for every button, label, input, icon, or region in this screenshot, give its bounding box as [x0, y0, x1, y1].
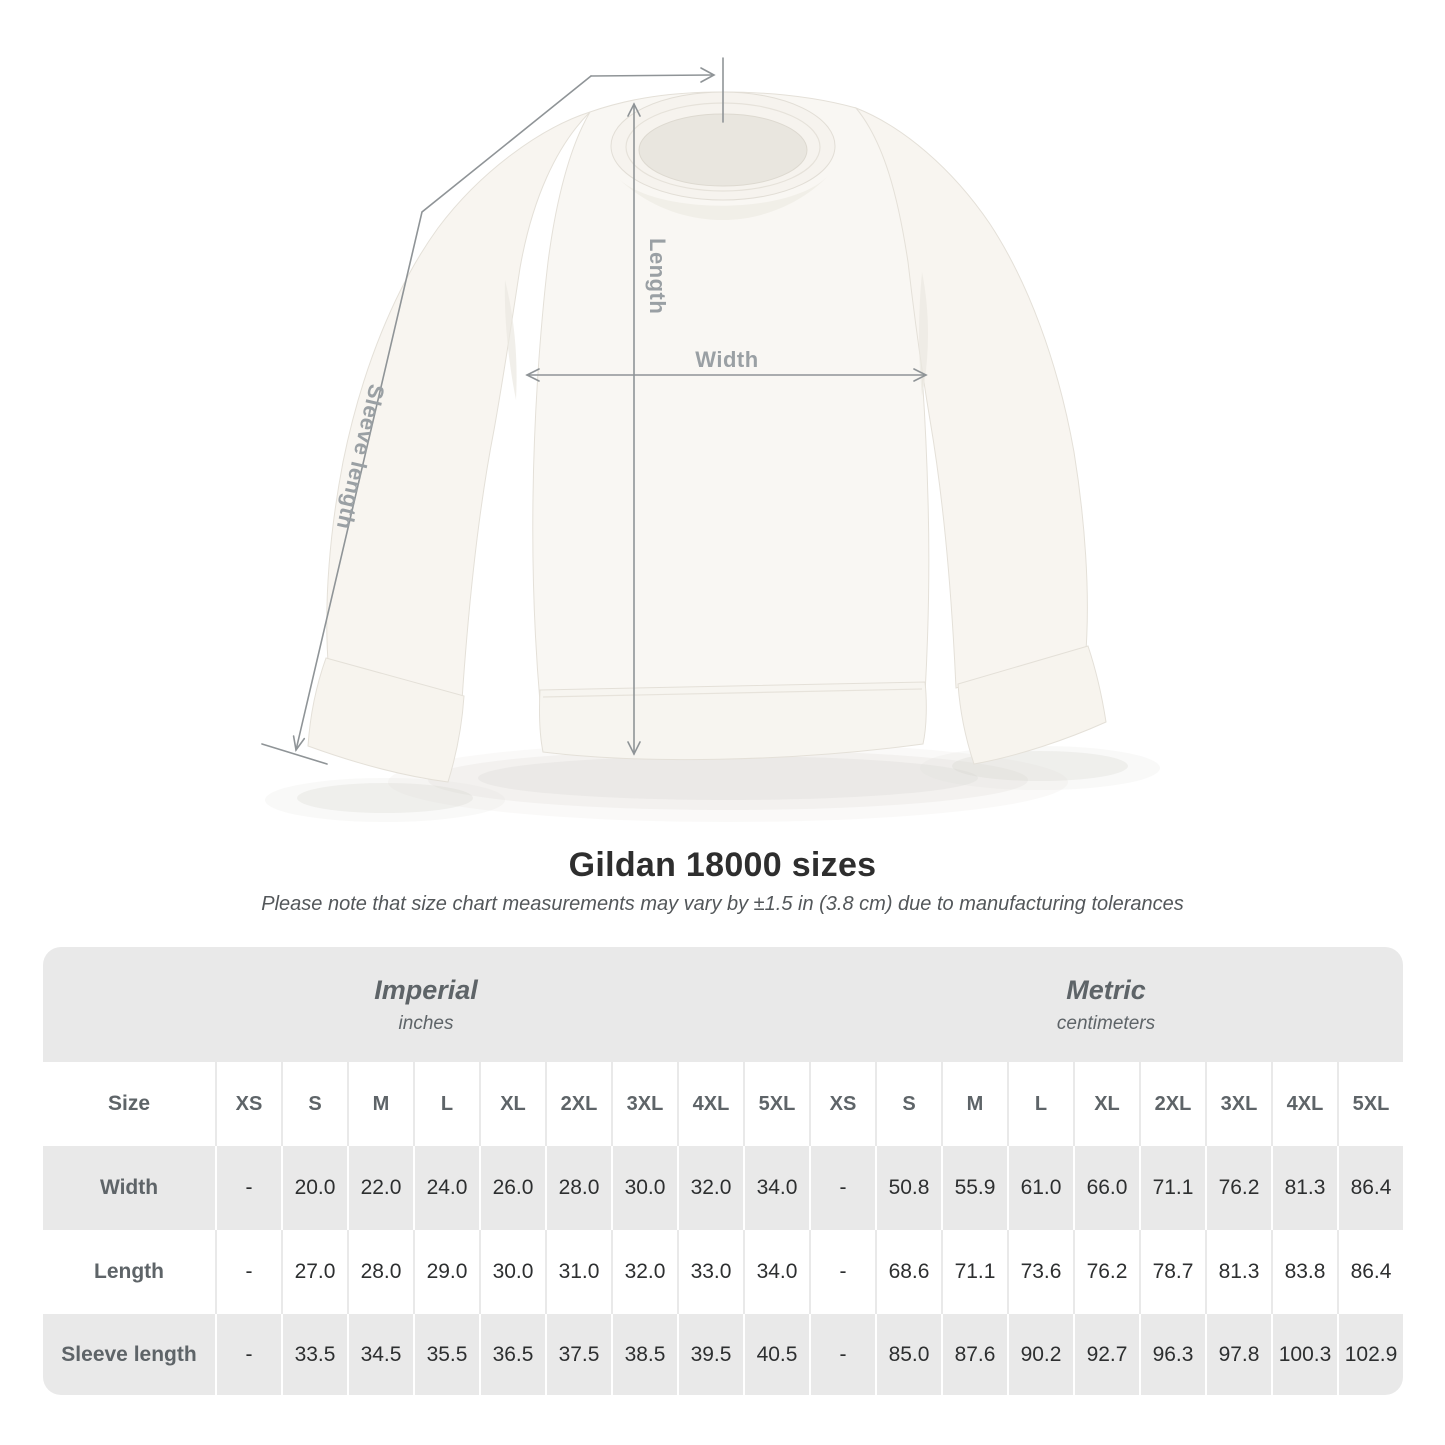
table-cell: 39.5: [677, 1314, 743, 1395]
table-cell: 92.7: [1073, 1314, 1139, 1395]
row-label-sleeve-length: Sleeve length: [43, 1314, 215, 1395]
width-label: Width: [695, 347, 759, 372]
size-table: [43, 947, 1403, 1395]
metric-subtitle: centimeters: [1056, 1012, 1156, 1034]
table-cell: 34.0: [743, 1146, 809, 1230]
size-col-header: XL: [1073, 1062, 1139, 1146]
table-cell: 81.3: [1205, 1230, 1271, 1314]
table-cell: 81.3: [1271, 1146, 1337, 1230]
table-cell: 50.8: [875, 1146, 941, 1230]
table-cell: 27.0: [281, 1230, 347, 1314]
size-col-header: 4XL: [677, 1062, 743, 1146]
table-cell: 96.3: [1139, 1314, 1205, 1395]
table-cell: 87.6: [941, 1314, 1007, 1395]
size-col-header: 2XL: [545, 1062, 611, 1146]
table-cell: -: [215, 1314, 281, 1395]
table-cell: 32.0: [677, 1146, 743, 1230]
length-label: Length: [645, 238, 670, 315]
size-col-header: 5XL: [743, 1062, 809, 1146]
table-cell: 33.0: [677, 1230, 743, 1314]
table-cell: 22.0: [347, 1146, 413, 1230]
page-title: Gildan 18000 sizes: [568, 846, 877, 884]
table-cell: 30.0: [611, 1146, 677, 1230]
sleeve-length-label: Sleeve length: [331, 381, 390, 533]
table-cell: 61.0: [1007, 1146, 1073, 1230]
table-cell: 34.0: [743, 1230, 809, 1314]
size-col-header: 2XL: [1139, 1062, 1205, 1146]
table-cell: 20.0: [281, 1146, 347, 1230]
table-cell: 24.0: [413, 1146, 479, 1230]
table-cell: 30.0: [479, 1230, 545, 1314]
table-cell: 31.0: [545, 1230, 611, 1314]
table-cell: 66.0: [1073, 1146, 1139, 1230]
table-cell: 28.0: [545, 1146, 611, 1230]
size-col-header: M: [941, 1062, 1007, 1146]
row-label-size: Size: [43, 1062, 215, 1146]
table-cell: 68.6: [875, 1230, 941, 1314]
table-cell: 34.5: [347, 1314, 413, 1395]
table-cell: 26.0: [479, 1146, 545, 1230]
size-col-header: M: [347, 1062, 413, 1146]
size-col-header: S: [875, 1062, 941, 1146]
size-col-header: 3XL: [1205, 1062, 1271, 1146]
table-cell: 55.9: [941, 1146, 1007, 1230]
size-col-header: S: [281, 1062, 347, 1146]
table-cell: 36.5: [479, 1314, 545, 1395]
unit-header-imperial: [43, 947, 809, 1062]
table-cell: 86.4: [1337, 1230, 1403, 1314]
table-cell: -: [809, 1314, 875, 1395]
metric-title: Metric: [1066, 974, 1146, 1005]
table-cell: 71.1: [941, 1230, 1007, 1314]
table-cell: 90.2: [1007, 1314, 1073, 1395]
table-cell: -: [809, 1230, 875, 1314]
imperial-subtitle: inches: [398, 1012, 454, 1034]
size-col-header: XS: [215, 1062, 281, 1146]
table-cell: 102.9: [1337, 1314, 1403, 1395]
row-label-length: Length: [43, 1230, 215, 1314]
table-cell: 71.1: [1139, 1146, 1205, 1230]
row-label-width: Width: [43, 1146, 215, 1230]
table-cell: 78.7: [1139, 1230, 1205, 1314]
size-col-header: L: [1007, 1062, 1073, 1146]
table-cell: -: [215, 1146, 281, 1230]
size-col-header: L: [413, 1062, 479, 1146]
table-cell: 38.5: [611, 1314, 677, 1395]
imperial-title: Imperial: [374, 974, 478, 1005]
table-cell: 35.5: [413, 1314, 479, 1395]
table-cell: 37.5: [545, 1314, 611, 1395]
size-col-header: 4XL: [1271, 1062, 1337, 1146]
table-cell: 86.4: [1337, 1146, 1403, 1230]
table-cell: 97.8: [1205, 1314, 1271, 1395]
unit-header-metric: [809, 947, 1403, 1062]
table-cell: 83.8: [1271, 1230, 1337, 1314]
waistband: [539, 682, 926, 760]
table-cell: -: [809, 1146, 875, 1230]
size-col-header: XS: [809, 1062, 875, 1146]
table-cell: 33.5: [281, 1314, 347, 1395]
table-cell: 76.2: [1205, 1146, 1271, 1230]
page-subtitle: Please note that size chart measurements may vary by ±1.5 in (3.8 cm) due to manufacturing tolerances: [261, 893, 1184, 915]
sleeve-measure-top-line: [591, 75, 712, 76]
table-cell: 100.3: [1271, 1314, 1337, 1395]
size-col-header: 3XL: [611, 1062, 677, 1146]
size-col-header: 5XL: [1337, 1062, 1403, 1146]
table-cell: 85.0: [875, 1314, 941, 1395]
table-cell: -: [215, 1230, 281, 1314]
table-cell: 32.0: [611, 1230, 677, 1314]
table-cell: 40.5: [743, 1314, 809, 1395]
table-cell: 73.6: [1007, 1230, 1073, 1314]
table-cell: 76.2: [1073, 1230, 1139, 1314]
table-cell: 28.0: [347, 1230, 413, 1314]
size-col-header: XL: [479, 1062, 545, 1146]
table-cell: 29.0: [413, 1230, 479, 1314]
